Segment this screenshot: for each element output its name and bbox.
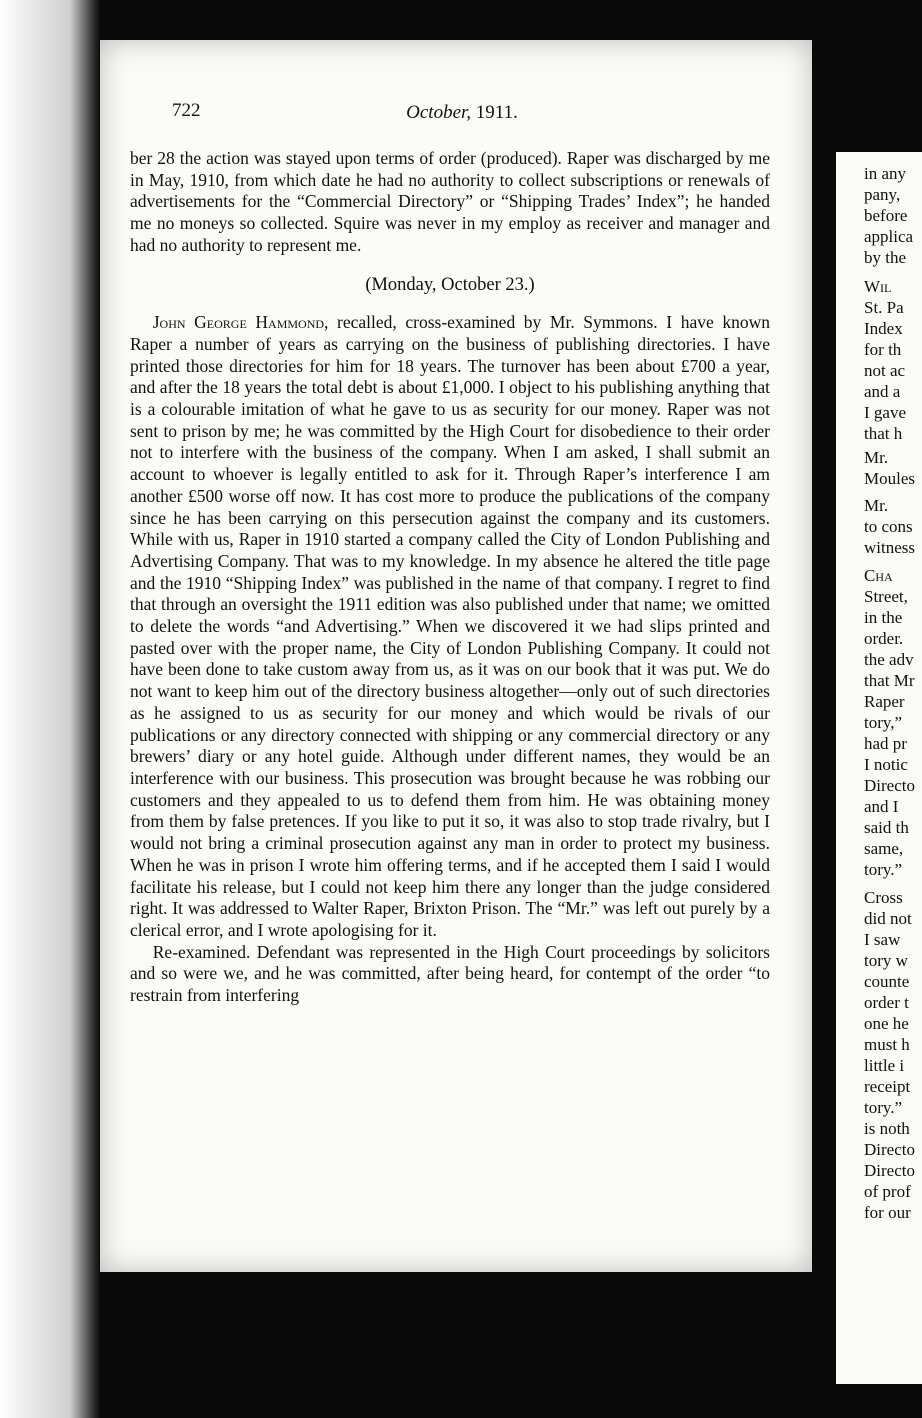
facing-page-line: Raper (864, 692, 905, 711)
page-header (152, 100, 772, 130)
facing-page-line: that Mr (864, 671, 915, 690)
facing-page-line: had pr (864, 734, 907, 753)
facing-page-line: Directo (864, 1140, 915, 1159)
witness-name: John George Hammond (152, 312, 325, 333)
paragraph-continued: ber 28 the action was stayed upon terms of order (produced). Raper was discharged by me in May, 1910, from which date he had no authority to collect subscriptions or renewals of advertisements for the “Commercial Directory” or “Shipping Trades’ Index”; he handed me no moneys so collected. Squire was never in my employ as receiver and manager and had no authority to represent me. (130, 148, 770, 255)
facing-page-line: that h (864, 424, 903, 443)
witness-paragraph (130, 312, 770, 941)
facing-page-line: I notic (864, 755, 908, 774)
page-number: 722 (172, 100, 201, 121)
book-left-edge (0, 0, 100, 1418)
facing-page-line: pany, (864, 185, 901, 204)
facing-page-line: Directo (864, 1161, 915, 1180)
facing-page-line: I gave (864, 403, 907, 422)
facing-page-line: receipt (864, 1077, 911, 1096)
facing-page-line: in any (864, 164, 907, 183)
facing-page-line: did not (864, 909, 912, 928)
running-header-date (152, 102, 772, 124)
section-date-heading: (Monday, October 23.) (365, 274, 535, 295)
witness-testimony: , recalled, cross-examined by Mr. Symmons. I have known Raper a number of years as carrying on the business of publishing directories. I have printed those directories for him for 18 years. The turnover has been about £700 a year, and after the 18 years the total debt is about £1,000. I object to his publishing anything that is a colourable imitation of what he gave to us as security for our money. Raper was not sent to prison by me; he was committed by the High Court for disobedience to their order not to interfere with the business of the company. When I am asked, I shall submit an account to whoever is legally entitled to ask for it. Through Raper’s interference I am another £500 worse off now. It has cost more to produce the publications of the company since he has been carrying on this persecution against the company and its customers. While with us, Raper in 1910 started a company called the City of London Publishing and Advertising Company. That was to my knowledge. In my absence he altered the title page and the 1910 “Shipping Index” was published in the name of that company. I regret to find that through an oversight the 1911 edition was also published under that name; we omitted to delete the words “and Advertising.” When we discovered it we had slips printed and pasted over with the proper name, the City of London Publishing Company. It could not have been done to take custom away from us, as it was on our book that it was put. We do not want to keep him out of the directory business altogether—only out of such directories as he assigned to us as security for our money and which would be rivals of our publications or any directory connected with shipping or any commercial directory or any brewers’ diary or any hotel guide. Although under different names, they would be an interference with our business. This prosecution was brought because he was robbing our customers and they appealed to us to defend them from him. He was obtaining money from them by false pretences. If you like to put it so, it was also to stop trade rivalry, but I would not bring a criminal prosecution against any man in order to protect my business. When he was in prison I wrote him offering terms, and if he accepted them I said I would facilitate his release, but I could not keep him there any longer than the judge considered right. It was addressed to Walter Raper, Brixton Prison. The “Mr.” was left out purely by a clerical error, and I wrote apologising for it. (130, 312, 770, 940)
facing-page-line: the adv (864, 650, 914, 669)
facing-page-line: applica (864, 227, 914, 246)
facing-page-line: order. (864, 629, 904, 648)
facing-page-line: I saw (864, 930, 901, 949)
facing-page-line: Cross (864, 888, 903, 907)
facing-page-line: of prof (864, 1182, 911, 1201)
facing-page-line: St. Pa (864, 298, 904, 317)
header-month: October, (406, 102, 472, 123)
facing-page-line: must h (864, 1035, 910, 1054)
facing-page-line: said th (864, 818, 909, 837)
facing-page-line: to cons (864, 517, 913, 536)
facing-page-line: by the (864, 248, 907, 267)
facing-page-line: Cha (864, 566, 893, 585)
facing-page-line: is noth (864, 1119, 910, 1138)
facing-page-line: Mr. (864, 448, 889, 467)
facing-page-line: in the (864, 608, 903, 627)
facing-page-line: little i (864, 1056, 905, 1075)
facing-page-line: before (864, 206, 908, 225)
facing-page-line: and I (864, 797, 899, 816)
facing-page-line: same, (864, 839, 904, 858)
facing-page-line: Street, (864, 587, 908, 606)
facing-page-line: Wil (864, 277, 892, 296)
facing-page-line: counte (864, 972, 910, 991)
book-page (100, 40, 812, 1272)
header-year: 1911. (475, 102, 518, 123)
facing-page-line: for th (864, 340, 902, 359)
facing-page-line: and a (864, 382, 901, 401)
facing-page-line: order t (864, 993, 909, 1012)
facing-page-line: witness (864, 538, 915, 557)
facing-page-line: for our (864, 1203, 911, 1222)
facing-page-line: Index (864, 319, 903, 338)
facing-page-line: tory.” (864, 1098, 903, 1117)
facing-page-line: Moules (864, 469, 915, 488)
facing-page-fragment (836, 152, 922, 1384)
reexamination-paragraph: Re-examined. Defendant was represented in the High Court proceedings by solicitors and so were we, and he was committed, after being heard, for contempt of the order “to restrain from interfering (130, 941, 770, 1006)
facing-page-line: Directo (864, 776, 915, 795)
facing-page-line: one he (864, 1014, 909, 1033)
facing-page-line: Mr. (864, 496, 889, 515)
body-text (130, 148, 770, 1007)
facing-page-line: tory.” (864, 860, 903, 879)
facing-page-line: tory w (864, 951, 908, 970)
facing-page-line: tory,” (864, 713, 903, 732)
facing-page-line: not ac (864, 361, 906, 380)
